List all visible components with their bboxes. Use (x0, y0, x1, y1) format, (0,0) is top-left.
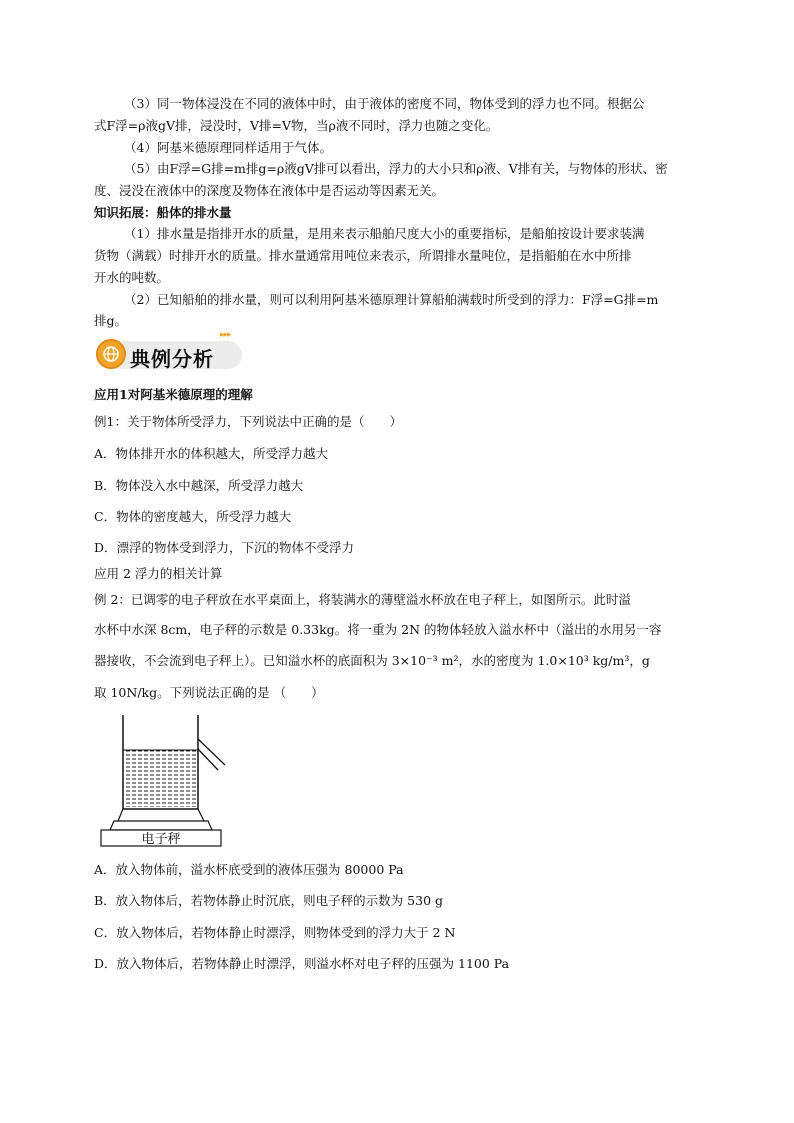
banner-arrows-icon: ▸▸▸ (220, 330, 231, 340)
paragraph-4: （4）阿基米德原理同样适用于气体。 (124, 140, 332, 155)
example-1-option-b: B．物体没入水中越深，所受浮力越大 (94, 478, 304, 493)
overflow-cup-figure (96, 713, 236, 849)
extension-2-line-1: （2）已知船舶的排水量，则可以利用阿基米德原理计算船舶满载时所受到的浮力：F浮=G排=m (124, 292, 659, 307)
example-2-line-1: 例 2：已调零的电子秤放在水平桌面上，将装满水的薄壁溢水杯放在电子秤上，如图所示。此时溢 (94, 592, 631, 607)
example-1-option-c: C．物体的密度越大，所受浮力越大 (94, 509, 292, 524)
example-2-option-a: A．放入物体前，溢水杯底受到的液体压强为 80000 Pa (94, 862, 404, 877)
example-2-line-2: 水杯中水深 8cm，电子秤的示数是 0.33kg。将一重为 2N 的物体轻放入溢水杯中（溢出的水用另一容 (94, 622, 662, 637)
paragraph-5-line-2: 度、浸没在液体中的深度及物体在液体中是否运动等因素无关。 (94, 183, 445, 198)
globe-icon (96, 339, 126, 369)
section-banner (96, 337, 246, 371)
extension-1-line-1: （1）排水量是指排开水的质量，是用来表示船舶尺度大小的重要指标，是船舶按设计要求装满 (124, 226, 645, 241)
extension-heading: 知识拓展：船体的排水量 (94, 205, 232, 220)
overflow-cup-diagram (96, 713, 236, 849)
extension-1-line-3: 开水的吨数。 (94, 270, 170, 285)
banner-title: 典例分析 (130, 347, 214, 371)
example-2-line-4: 取 10N/kg。下列说法正确的是 （ ） (94, 685, 324, 700)
application-2-heading: 应用 2 浮力的相关计算 (94, 566, 223, 581)
extension-1-line-2: 货物（满载）时排开水的质量。排水量通常用吨位来表示，所谓排水量吨位，是指船舶在水中所排 (94, 248, 632, 263)
paragraph-3-line-1: （3）同一物体浸没在不同的液体中时，由于液体的密度不同，物体受到的浮力也不同。根据公 (124, 96, 645, 111)
scale-label: 电子秤 (141, 832, 181, 847)
extension-2-line-2: 排g。 (94, 313, 128, 328)
example-2-option-d: D．放入物体后，若物体静止时漂浮，则溢水杯对电子秤的压强为 1100 Pa (94, 956, 510, 971)
paragraph-5-line-1: （5）由F浮=G排=m排g=ρ液gV排可以看出，浮力的大小只和ρ液、V排有关，与物体的形状、密 (124, 161, 668, 176)
example-2-option-c: C．放入物体后，若物体静止时漂浮，则物体受到的浮力大于 2 N (94, 925, 456, 940)
example-1-option-a: A．物体排开水的体积越大，所受浮力越大 (94, 446, 329, 461)
example-1-option-d: D．漂浮的物体受到浮力，下沉的物体不受浮力 (94, 540, 355, 555)
example-2-line-3: 器接收，不会流到电子秤上）。已知溢水杯的底面积为 3×10⁻³ m²，水的密度为 1.0×10³ kg/m³，g (94, 653, 650, 668)
paragraph-3-line-2: 式F浮=ρ液gV排，浸没时，V排=V物，当ρ液不同时，浮力也随之变化。 (94, 118, 499, 133)
example-1-question: 例1：关于物体所受浮力，下列说法中正确的是（ ） (94, 414, 402, 429)
application-1-heading: 应用1对阿基米德原理的理解 (94, 387, 253, 402)
example-2-option-b: B．放入物体后，若物体静止时沉底，则电子秤的示数为 530 g (94, 893, 443, 908)
